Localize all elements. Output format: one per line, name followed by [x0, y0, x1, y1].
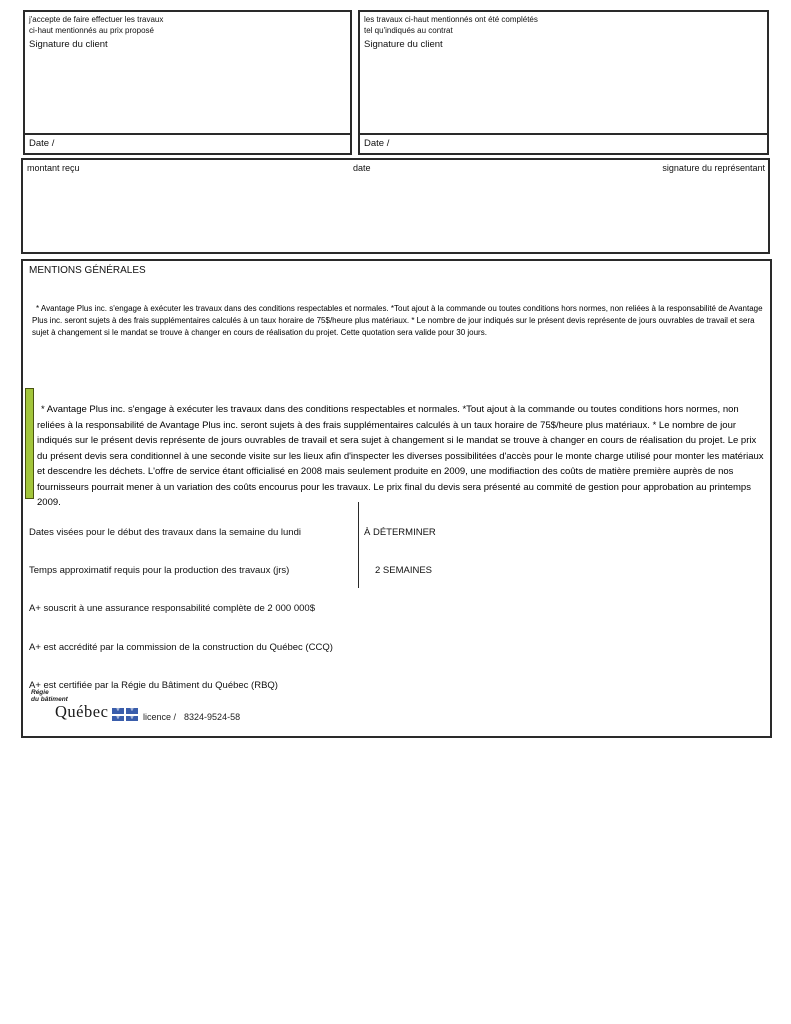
- client-acceptance-box: [23, 10, 352, 155]
- highlight-bar: [25, 388, 34, 499]
- acceptance-date-label: Date /: [29, 138, 55, 149]
- completed-text-line1: les travaux ci-haut mentionnés ont été complétés: [364, 15, 538, 24]
- completed-text-line2: tel qu'indiqués au contrat: [364, 26, 453, 35]
- quebec-wordmark: Québec: [55, 702, 109, 721]
- ccq-credential-line: A+ est accrédité par la commission de la construction du Québec (CCQ): [29, 642, 333, 653]
- licence-number-line: [143, 712, 240, 722]
- payment-receipt-box: [21, 158, 770, 254]
- completion-date-label: Date /: [364, 138, 390, 149]
- duration-value: 2 SEMAINES: [375, 565, 433, 576]
- insurance-credential-line: A+ souscrit à une assurance responsabilité complète de 2 000 000$: [29, 603, 315, 614]
- mentions-title: MENTIONS GÉNÉRALES: [29, 265, 146, 276]
- rbq-credential-line: A+ est certifiée par la Régie du Bâtiment du Québec (RBQ): [29, 680, 278, 691]
- work-completed-box: [358, 10, 769, 155]
- completion-date-area: [360, 133, 767, 153]
- start-date-label: Dates visées pour le début des travaux dans la semaine du lundi: [29, 527, 301, 538]
- rbq-agency-line2: du bâtiment: [31, 696, 68, 703]
- flag-quadrant: [112, 716, 124, 722]
- licence-label: licence /: [143, 712, 177, 722]
- acceptance-text-line1: j'accepte de faire effectuer les travaux: [29, 15, 164, 24]
- flag-quadrant: [126, 716, 138, 722]
- quebec-flag-icon: [112, 708, 138, 721]
- receipt-date-label: date: [353, 163, 371, 173]
- client-signature-label: Signature du client: [29, 39, 108, 50]
- amount-received-label: montant reçu: [27, 163, 80, 173]
- client-signature-label: Signature du client: [364, 39, 443, 50]
- general-mentions-box: [21, 259, 772, 738]
- start-date-value: À DÉTERMINER: [364, 527, 436, 538]
- flag-quadrant: [126, 708, 138, 714]
- acceptance-text-line2: ci-haut mentionnés au prix proposé: [29, 26, 154, 35]
- highlighted-conditions-paragraph: * Avantage Plus inc. s'engage à exécuter les travaux dans des conditions respectables et normales. *Tout ajout à la commande ou toutes conditions hors normes, non reliées à la responsabilité de Avantage Plus inc. seront sujets à des frais supplémentaires calculés à un taux horaire de 75$/heure plus matériaux. * Le nombre de jour indiqués sur le présent devis représente de jours ouvrables de travail et sera sujet à changement si le mandat se trouve à changer en cours de réalisation du projet. Le prix du présent devis sera conditionnel à une seconde visite sur les lieux afin d'inspecter les diverses possibilitées d'accès pour le monte charge utilisé pour monter les matériaux et descendre les déchets. L'offre de service étant officialisé en 2008 mais seulement produite en 2009, une modifiaction des coûts de matière première auprès de nos fournisseurs pourrait mener à un variation des coûts encourus pour les travaux. Le prix final du devis sera présenté au commité de gestion pour approbation au printemps 2009.: [37, 404, 764, 508]
- flag-quadrant: [112, 708, 124, 714]
- rbq-agency-line1: Régie: [31, 689, 49, 696]
- representative-signature-label: signature du représentant: [662, 163, 765, 173]
- schedule-column-divider: [358, 502, 359, 588]
- duration-label: Temps approximatif requis pour la production des travaux (jrs): [29, 565, 290, 576]
- rbq-agency-name: [31, 689, 68, 703]
- licence-number: 8324-9524-58: [184, 712, 241, 722]
- general-conditions-paragraph: * Avantage Plus inc. s'engage à exécuter les travaux dans des conditions respectables et normales. *Tout ajout à la commande ou toutes conditions hors normes, non reliées à la responsabilité de Avantage Plus inc. seront sujets à des frais supplémentaires calculés à un taux horaire de 75$/heure plus matériaux. * Le nombre de jour indiqués sur le présent devis représente de jours ouvrables de travail et sera sujet à changement si le mandat se trouve à changer en cours de réalisation du projet. Cette quotation sera valide pour 30 jours.: [32, 304, 763, 337]
- acceptance-date-area: [25, 133, 350, 153]
